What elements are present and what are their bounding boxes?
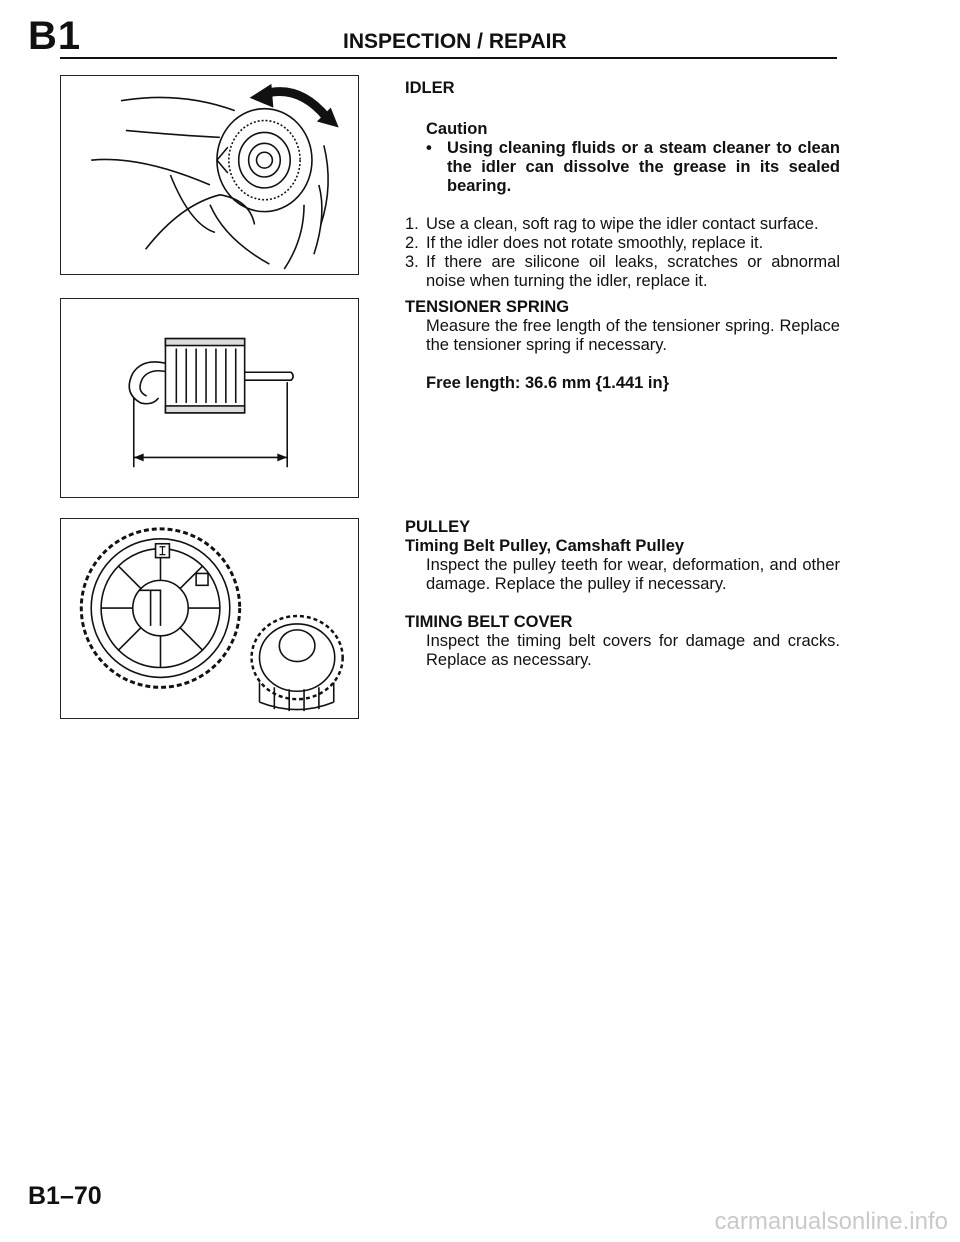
pulley-heading: PULLEY (405, 518, 471, 536)
timing-belt-cover-heading: TIMING BELT COVER (405, 613, 573, 631)
list-item (405, 234, 840, 253)
list-item (405, 215, 840, 234)
header-rule (60, 57, 837, 59)
timing-belt-cover-text: Inspect the timing belt covers for damage and cracks. Replace as necessary. (426, 632, 840, 669)
tensioner-spring-heading: TENSIONER SPRING (405, 298, 570, 316)
watermark: carmanualsonline.info (714, 1208, 948, 1235)
step-number: 2. (405, 234, 419, 252)
tensioner-spring-section (405, 298, 840, 393)
step-text: If there are silicone oil leaks, scratches or abnormal noise when turning the idler, replace it. (426, 253, 840, 290)
step-text: Use a clean, soft rag to wipe the idler contact surface. (426, 215, 819, 233)
list-item (405, 253, 840, 291)
idler-heading: IDLER (405, 79, 455, 97)
step-number: 1. (405, 215, 419, 233)
idler-figure (60, 75, 359, 275)
pulley-section (405, 518, 840, 670)
step-number: 3. (405, 253, 419, 271)
caution-item (405, 139, 840, 196)
section-code: B1 (28, 14, 82, 58)
caution-label: Caution (426, 120, 488, 138)
pulley-figure (60, 518, 359, 719)
free-length-spec: Free length: 36.6 mm {1.441 in} (426, 374, 670, 392)
page-heading: INSPECTION / REPAIR (343, 30, 567, 53)
pulley-subheading: Timing Belt Pulley, Camshaft Pulley (405, 537, 685, 555)
tensioner-spring-figure (60, 298, 359, 498)
page-number: B1–70 (28, 1182, 102, 1210)
tensioner-spring-text: Measure the free length of the tensioner spring. Replace the tensioner spring if necessary. (426, 317, 840, 354)
step-text: If the idler does not rotate smoothly, replace it. (426, 234, 764, 252)
pulley-text: Inspect the pulley teeth for wear, deformation, and other damage. Replace the pulley if necessary. (426, 556, 840, 593)
caution-text: Using cleaning fluids or a steam cleaner to clean the idler can dissolve the grease in its sealed bearing. (447, 139, 840, 195)
bullet-icon: • (426, 139, 432, 157)
idler-section (405, 79, 840, 291)
